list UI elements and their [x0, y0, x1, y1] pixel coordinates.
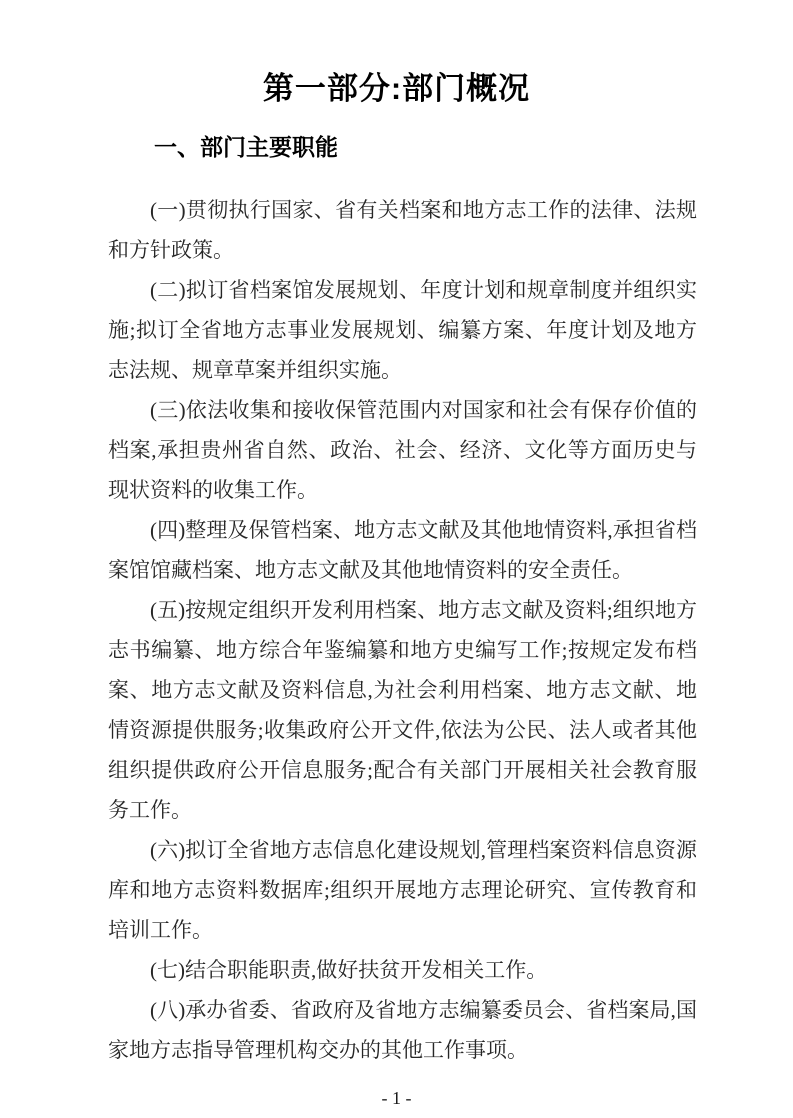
paragraph-6: (六)拟订全省地方志信息化建设规划,管理档案资料信息资源库和地方志资料数据库;组织开展地方志理论研究、宣传教育和培训工作。	[108, 838, 697, 942]
paragraph-8: (八)承办省委、省政府及省地方志编纂委员会、省档案局,国家地方志指导管理机构交办的其他工作事项。	[108, 998, 697, 1062]
page-title: 第一部分:部门概况	[262, 71, 531, 106]
paragraph-4: (四)整理及保管档案、地方志文献及其他地情资料,承担省档案馆馆藏档案、地方志文献及其他地情资料的安全责任。	[108, 518, 697, 582]
section-heading: 一、部门主要职能	[154, 134, 338, 160]
paragraph-7: (七)结合职能职责,做好扶贫开发相关工作。	[150, 958, 548, 982]
paragraph-3: (三)依法收集和接收保管范围内对国家和社会有保存价值的档案,承担贵州省自然、政治、社会、经济、文化等方面历史与现状资料的收集工作。	[108, 398, 697, 502]
paragraph-1: (一)贯彻执行国家、省有关档案和地方志工作的法律、法规和方针政策。	[108, 198, 697, 262]
page-number: - 1 -	[381, 1088, 412, 1108]
document-body	[108, 190, 697, 1070]
paragraph-5: (五)按规定组织开发利用档案、地方志文献及资料;组织地方志书编纂、地方综合年鉴编纂和地方史编写工作;按规定发布档案、地方志文献及资料信息,为社会利用档案、地方志文献、地情资源提供服务;收集政府公开文件,依法为公民、法人或者其他组织提供政府公开信息服务;配合有关部门开展相关社会教育服务工作。	[108, 598, 697, 822]
paragraph-2: (二)拟订省档案馆发展规划、年度计划和规章制度并组织实施;拟订全省地方志事业发展规划、编纂方案、年度计划及地方志法规、规章草案并组织实施。	[108, 278, 697, 382]
